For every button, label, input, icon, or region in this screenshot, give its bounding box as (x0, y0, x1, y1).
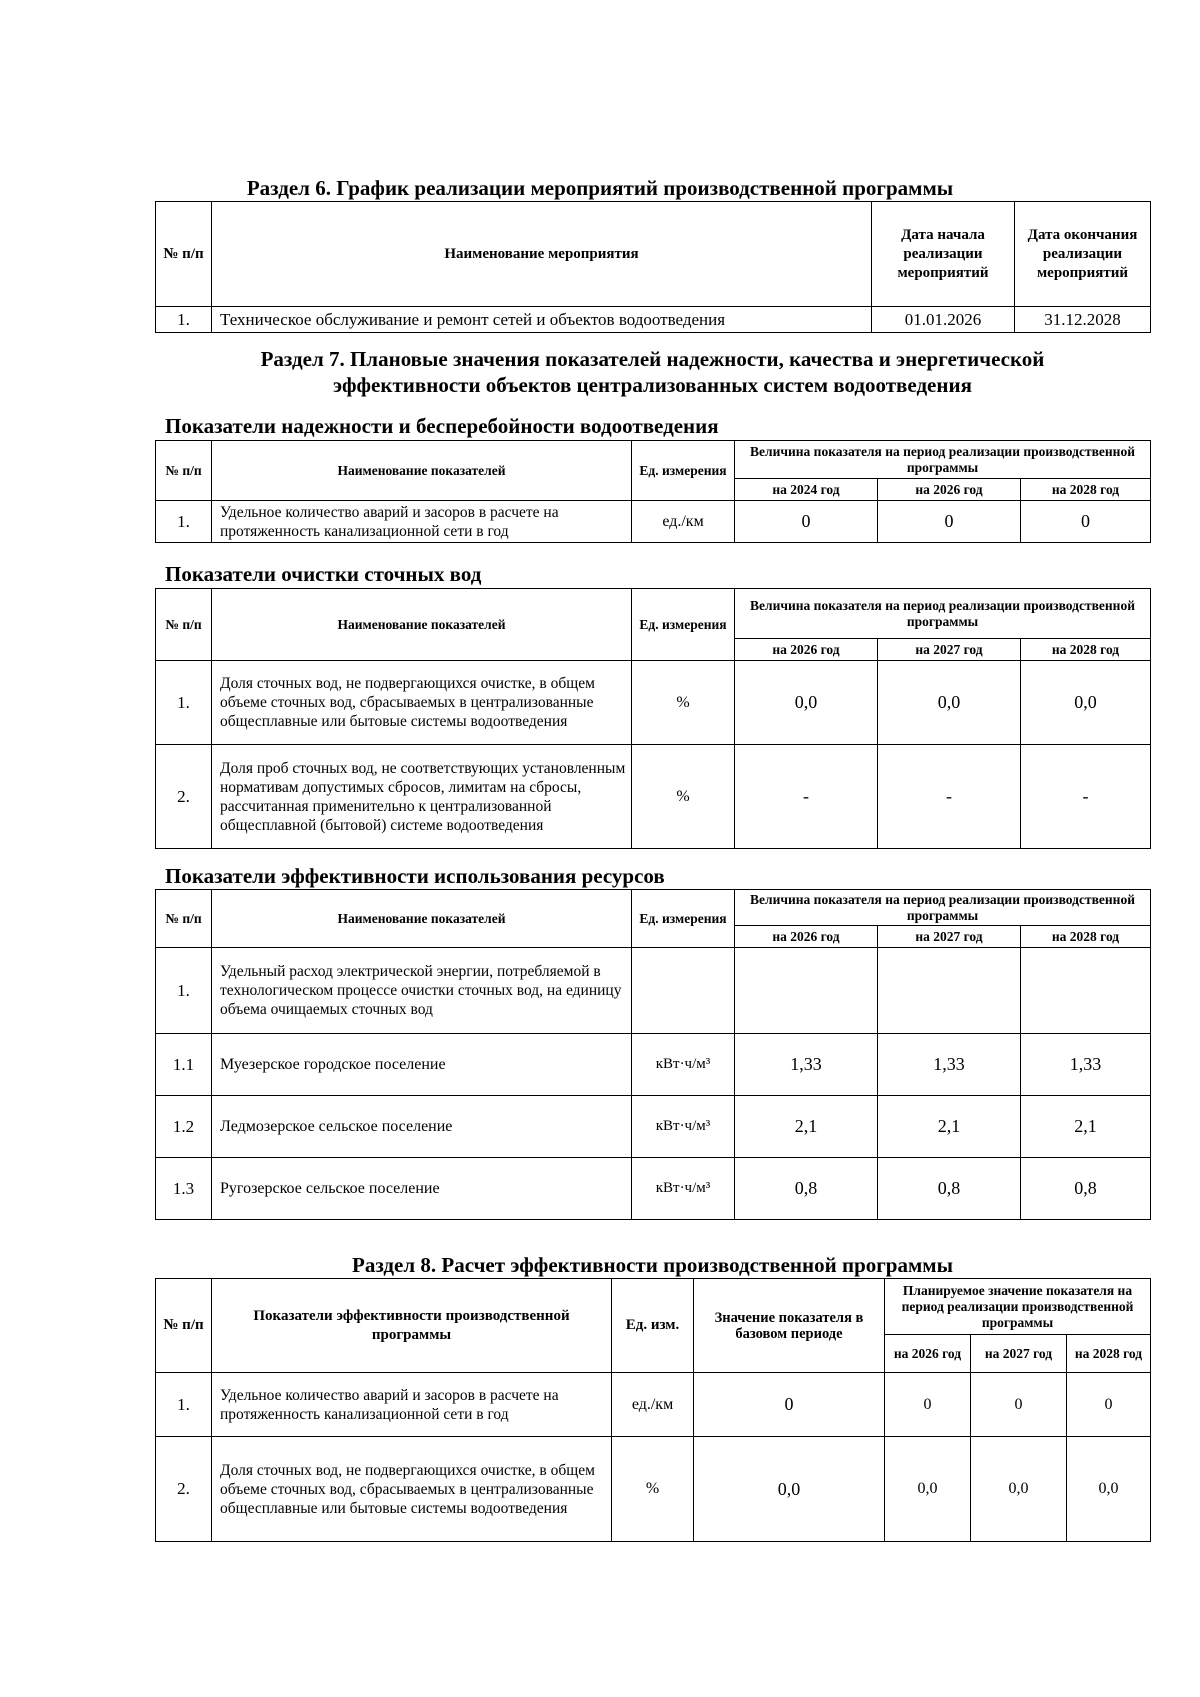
col-name-header: Наименование мероприятия (212, 202, 872, 307)
row-name: Техническое обслуживание и ремонт сетей и объектов водоотведения (212, 307, 872, 333)
table-row (156, 1373, 1151, 1437)
row-name: Удельное количество аварий и засоров в расчете на протяженность канализационной сети в год (212, 1373, 612, 1437)
row-value: 0,8 (878, 1158, 1021, 1220)
col-start-header: Дата начала реализации мероприятий (872, 202, 1015, 307)
row-value: - (735, 745, 878, 849)
section-6-title: Раздел 6. График реализации мероприятий производственной программы (246, 176, 954, 200)
row-value: 0 (735, 501, 878, 543)
wastewater-treatment-heading: Показатели очистки сточных вод (165, 562, 482, 586)
table-row (156, 501, 1151, 543)
col-year-header: на 2026 год (735, 639, 878, 661)
row-name: Ледмозерское сельское поселение (212, 1096, 632, 1158)
row-value: 2,1 (1021, 1096, 1151, 1158)
col-name-header: Наименование показателей (212, 441, 632, 501)
col-name-header: Показатели эффективности производственной программы (212, 1279, 612, 1373)
col-group-header: Величина показателя на период реализации производственной программы (735, 441, 1151, 479)
col-base-header: Значение показателя в базовом периоде (694, 1279, 885, 1373)
resource-efficiency-heading: Показатели эффективности использования ресурсов (165, 864, 665, 888)
reliability-table (155, 440, 1151, 543)
table-row (156, 1158, 1151, 1220)
row-value: - (878, 745, 1021, 849)
section-7-title-line1: Раздел 7. Плановые значения показателей надежности, качества и энергетической (260, 347, 1045, 371)
col-group-header: Величина показателя на период реализации производственной программы (735, 589, 1151, 639)
row-name: Удельное количество аварий и засоров в расчете на протяженность канализационной сети в год (212, 501, 632, 543)
table-row (156, 1034, 1151, 1096)
section-8-title: Раздел 8. Расчет эффективности производственной программы (352, 1253, 953, 1277)
row-start-date: 01.01.2026 (872, 307, 1015, 333)
row-unit: ед./км (632, 501, 735, 543)
row-value (735, 948, 878, 1034)
row-value: 0,8 (735, 1158, 878, 1220)
col-num-header: № п/п (156, 1279, 212, 1373)
efficiency-calculation-table (155, 1278, 1151, 1542)
row-unit: кВт·ч/м³ (632, 1158, 735, 1220)
row-num: 1. (156, 948, 212, 1034)
row-unit: % (632, 745, 735, 849)
row-num: 1. (156, 1373, 212, 1437)
row-base-value: 0,0 (694, 1437, 885, 1542)
col-num-header: № п/п (156, 589, 212, 661)
row-name: Ругозерское сельское поселение (212, 1158, 632, 1220)
wastewater-treatment-table (155, 588, 1151, 849)
row-unit: кВт·ч/м³ (632, 1034, 735, 1096)
row-value: 1,33 (1021, 1034, 1151, 1096)
row-value (1021, 948, 1151, 1034)
row-name: Доля проб сточных вод, не соответствующих установленным нормативам допустимых сбросов, лимитам на сбросы, рассчитанная применительно к централизованной общесплавной (бытовой) системе водоотведения (212, 745, 632, 849)
row-unit: % (612, 1437, 694, 1542)
row-value: 0,0 (971, 1437, 1067, 1542)
section-7-title (155, 346, 1150, 398)
row-value: 0,0 (735, 661, 878, 745)
row-unit: кВт·ч/м³ (632, 1096, 735, 1158)
col-unit-header: Ед. измерения (632, 441, 735, 501)
table-row (156, 948, 1151, 1034)
row-num: 2. (156, 1437, 212, 1542)
row-num: 1.3 (156, 1158, 212, 1220)
col-unit-header: Ед. изм. (612, 1279, 694, 1373)
col-year-header: на 2027 год (971, 1335, 1067, 1373)
row-value: 0 (885, 1373, 971, 1437)
row-value: 0,8 (1021, 1158, 1151, 1220)
row-value: 1,33 (735, 1034, 878, 1096)
row-value: 0,0 (885, 1437, 971, 1542)
row-value: - (1021, 745, 1151, 849)
row-end-date: 31.12.2028 (1015, 307, 1151, 333)
col-name-header: Наименование показателей (212, 890, 632, 948)
col-year-header: на 2028 год (1067, 1335, 1151, 1373)
row-num: 1.1 (156, 1034, 212, 1096)
col-year-header: на 2028 год (1021, 479, 1151, 501)
row-value: 0 (971, 1373, 1067, 1437)
row-num: 2. (156, 745, 212, 849)
row-value: 0 (1021, 501, 1151, 543)
row-value: 0,0 (1021, 661, 1151, 745)
row-num: 1.2 (156, 1096, 212, 1158)
row-name: Доля сточных вод, не подвергающихся очистке, в общем объеме сточных вод, сбрасываемых в централизованные общесплавные или бытовые системы водоотведения (212, 661, 632, 745)
row-name: Доля сточных вод, не подвергающихся очистке, в общем объеме сточных вод, сбрасываемых в централизованные общесплавные или бытовые системы водоотведения (212, 1437, 612, 1542)
col-year-header: на 2027 год (878, 639, 1021, 661)
row-value: 0,0 (878, 661, 1021, 745)
col-year-header: на 2028 год (1021, 639, 1151, 661)
col-num-header: № п/п (156, 890, 212, 948)
col-num-header: № п/п (156, 202, 212, 307)
row-value: 0,0 (1067, 1437, 1151, 1542)
col-year-header: на 2026 год (878, 479, 1021, 501)
section-7-title-line2: эффективности объектов централизованных систем водоотведения (333, 373, 972, 397)
col-group-header: Планируемое значение показателя на период реализации производственной программы (885, 1279, 1151, 1335)
resource-efficiency-table (155, 889, 1151, 1220)
row-num: 1. (156, 501, 212, 543)
col-year-header: на 2026 год (735, 926, 878, 948)
row-value: 0 (878, 501, 1021, 543)
row-value: 1,33 (878, 1034, 1021, 1096)
table-row (156, 1437, 1151, 1542)
col-group-header: Величина показателя на период реализации производственной программы (735, 890, 1151, 926)
col-unit-header: Ед. измерения (632, 589, 735, 661)
row-unit: ед./км (612, 1373, 694, 1437)
table-row (156, 745, 1151, 849)
col-year-header: на 2024 год (735, 479, 878, 501)
row-unit: % (632, 661, 735, 745)
col-num-header: № п/п (156, 441, 212, 501)
row-num: 1. (156, 661, 212, 745)
row-value: 2,1 (735, 1096, 878, 1158)
col-name-header: Наименование показателей (212, 589, 632, 661)
col-unit-header: Ед. измерения (632, 890, 735, 948)
col-year-header: на 2026 год (885, 1335, 971, 1373)
row-value: 0 (1067, 1373, 1151, 1437)
table-row (156, 1096, 1151, 1158)
schedule-table (155, 201, 1151, 333)
col-year-header: на 2028 год (1021, 926, 1151, 948)
row-unit (632, 948, 735, 1034)
row-name: Удельный расход электрической энергии, потребляемой в технологическом процессе очистки сточных вод, на единицу объема очищаемых сточных вод (212, 948, 632, 1034)
reliability-heading: Показатели надежности и бесперебойности водоотведения (165, 414, 719, 438)
col-year-header: на 2027 год (878, 926, 1021, 948)
row-num: 1. (156, 307, 212, 333)
col-end-header: Дата окончания реализации мероприятий (1015, 202, 1151, 307)
table-row (156, 661, 1151, 745)
row-name: Муезерское городское поселение (212, 1034, 632, 1096)
row-base-value: 0 (694, 1373, 885, 1437)
row-value (878, 948, 1021, 1034)
row-value: 2,1 (878, 1096, 1021, 1158)
table-row (156, 307, 1151, 333)
